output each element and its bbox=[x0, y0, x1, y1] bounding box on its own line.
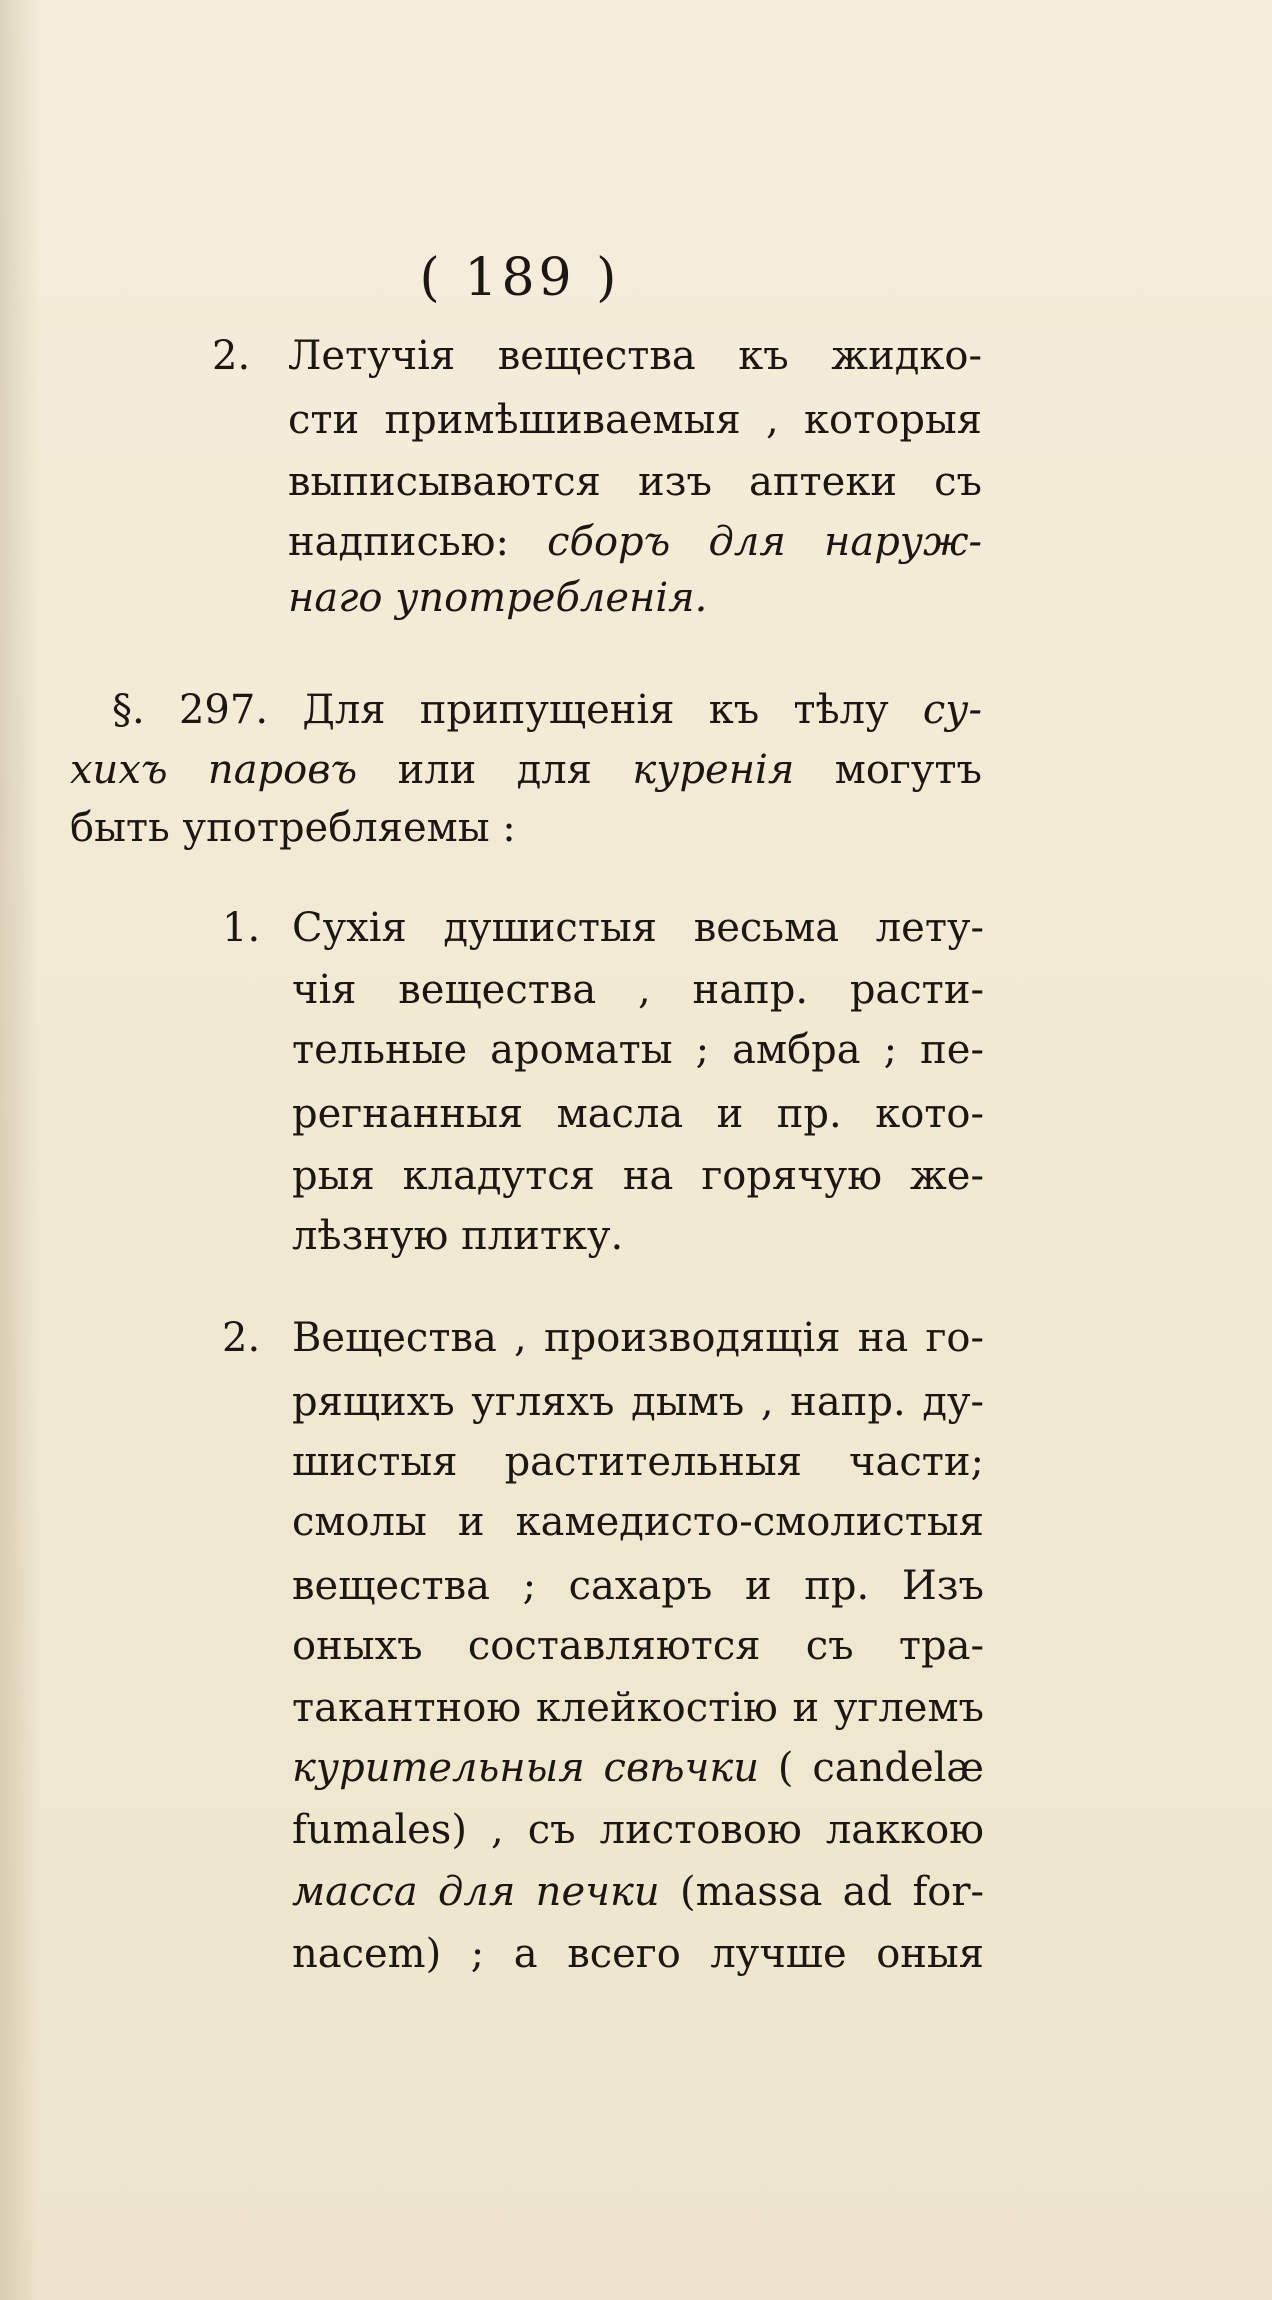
item-1-line-1: Сухія душистыя весьма лету- bbox=[292, 905, 984, 951]
item-2b-line-3: шистыя растительныя части; bbox=[292, 1439, 984, 1485]
item-2a-line-4-text: надписью: bbox=[288, 519, 509, 565]
item-2b-line-9: fumales) , съ листовою лаккою bbox=[292, 1807, 984, 1853]
section-297-line-2-italic-1: хихъ паровъ bbox=[70, 747, 358, 793]
item-1-line-3: тельные ароматы ; амбра ; пе- bbox=[292, 1027, 984, 1073]
item-2a-line-3: выписываются изъ аптеки съ bbox=[288, 459, 982, 505]
item-2a-number: 2. bbox=[212, 333, 251, 379]
item-2b-line-8-italic: курительныя свѣчки bbox=[292, 1745, 760, 1791]
item-2a-line-1: Летучія вещества къ жидко- bbox=[288, 333, 982, 379]
item-2a-line-2: сти примѣшиваемыя , которыя bbox=[288, 397, 982, 443]
section-297-line-1-text: Для припущенія къ тѣлу bbox=[302, 687, 889, 733]
item-1-line-2: чія вещества , напр. расти- bbox=[292, 967, 984, 1013]
item-1-line-5: рыя кладутся на горячую же- bbox=[292, 1153, 984, 1199]
section-297-line-1-italic: су- bbox=[922, 687, 983, 733]
section-297-line-1 bbox=[112, 687, 983, 733]
item-2b-line-6: оныхъ составляются съ тра- bbox=[292, 1623, 984, 1669]
item-2b-line-10-italic: масса для печки bbox=[292, 1869, 660, 1915]
item-1-line-6: лѣзную плитку. bbox=[292, 1213, 624, 1259]
item-2b-line-8-text: ( candelæ bbox=[777, 1745, 985, 1791]
item-1-line-4: регнанныя масла и пр. кото- bbox=[292, 1091, 984, 1137]
item-2a-line-4-italic: сборъ для наруж- bbox=[547, 519, 982, 565]
section-297-mark: §. 297. bbox=[112, 687, 269, 733]
item-2b-line-1: Вещества , производящія на го- bbox=[292, 1315, 984, 1361]
item-2b-line-11: nacem) ; а всего лучше оныя bbox=[292, 1931, 984, 1977]
item-2b-line-5: вещества ; сахаръ и пр. Изъ bbox=[292, 1563, 984, 1609]
item-2b-line-7: такантною клейкостію и углемъ bbox=[292, 1685, 984, 1731]
item-2b-line-10-text: (massa ad for- bbox=[680, 1869, 984, 1915]
item-2b-line-2: рящихъ угляхъ дымъ , напр. ду- bbox=[292, 1379, 984, 1425]
page-number: ( 189 ) bbox=[419, 248, 621, 308]
section-297-line-2 bbox=[70, 747, 982, 793]
item-2a-line-4 bbox=[288, 519, 982, 565]
section-297-line-2-text-2: могутъ bbox=[834, 747, 982, 793]
item-1-number: 1. bbox=[222, 905, 261, 951]
item-2b-line-10 bbox=[292, 1869, 984, 1915]
section-297-line-2-italic-2: куренія bbox=[632, 747, 795, 793]
item-2a-line-5-italic: наго употребленія. bbox=[288, 575, 708, 621]
section-297-line-3: быть употребляемы : bbox=[70, 805, 516, 851]
item-2b-line-8 bbox=[292, 1745, 985, 1791]
item-2a-line-5 bbox=[288, 575, 708, 621]
item-2b-line-4: смолы и камедисто-смолистыя bbox=[292, 1499, 984, 1545]
section-297-line-2-text-1: или для bbox=[397, 747, 592, 793]
item-2b-number: 2. bbox=[222, 1315, 261, 1361]
